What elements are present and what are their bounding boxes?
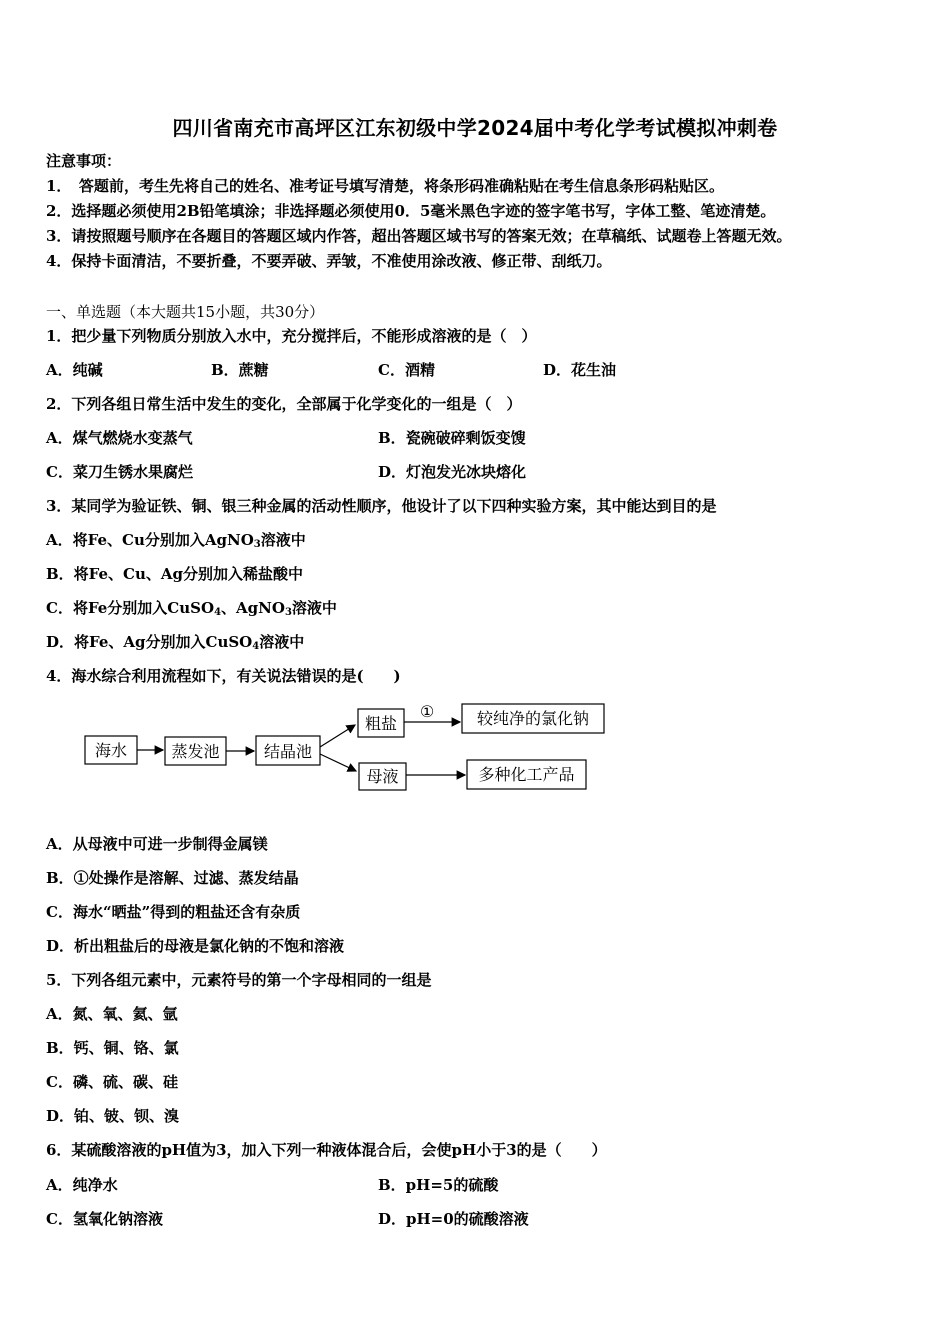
notice-item: 2．选择题必须使用2B铅笔填涂；非选择题必须使用0．5毫米黑色字迹的签字笔书写，字体工整、笔迹清楚。 (46, 202, 776, 220)
q6-option-b: B．pH=5的硫酸 (378, 1176, 499, 1194)
subscript: 4 (252, 641, 260, 652)
q3-option-c-text: C．将Fe分别加入CuSO (46, 599, 215, 617)
q5-option-d: D．铂、铍、钡、溴 (46, 1107, 180, 1125)
notice-item: 3．请按照题号顺序在各题目的答题区域内作答，超出答题区域书写的答案无效；在草稿纸、试题卷上答题无效。 (46, 227, 792, 245)
arrow (320, 754, 356, 771)
question-1-stem: 1．把少量下列物质分别放入水中，充分搅拌后，不能形成溶液的是（ ） (46, 327, 537, 345)
notice-heading: 注意事项： (46, 152, 122, 170)
subscript: 4 (214, 607, 222, 618)
q1-option-b: B．蔗糖 (211, 361, 269, 379)
q2-option-d: D．灯泡发光冰块熔化 (378, 463, 527, 481)
q3-option-d-text: D．将Fe、Ag分别加入CuSO (46, 633, 253, 651)
flow-label-crude-salt: 粗盐 (364, 714, 398, 733)
q2-option-c: C．菜刀生锈水果腐烂 (46, 463, 193, 481)
q2-option-b: B．瓷碗破碎剩饭变馊 (378, 429, 526, 447)
subscript: 3 (284, 607, 292, 618)
q3-option-a-tail: 溶液中 (260, 531, 306, 549)
notice-item: 1． 答题前，考生先将自己的姓名、准考证号填写清楚，将条形码准确粘贴在考生信息条形码粘贴区。 (46, 177, 724, 195)
q3-option-c-tail: 溶液中 (291, 599, 337, 617)
question-4-stem: 4．海水综合利用流程如下，有关说法错误的是( ) (46, 667, 401, 685)
q3-option-d-tail: 溶液中 (259, 633, 305, 651)
q4-option-b: B．①处操作是溶解、过滤、蒸发结晶 (46, 869, 299, 887)
q4-option-d: D．析出粗盐后的母液是氯化钠的不饱和溶液 (46, 937, 345, 955)
flow-label-chemical-products: 多种化工产品 (478, 765, 575, 784)
q4-option-c: C．海水“晒盐”得到的粗盐还含有杂质 (46, 903, 301, 921)
arrow (320, 725, 355, 747)
q1-option-d: D．花生油 (543, 361, 617, 379)
section-heading: 一、单选题（本大题共15小题，共30分） (46, 303, 325, 321)
q4-option-a: A．从母液中可进一步制得金属镁 (46, 835, 268, 853)
flow-label-evaporation-pond: 蒸发池 (171, 742, 220, 761)
flow-step-marker: ① (419, 702, 435, 721)
q3-option-a-text: A．将Fe、Cu分别加入AgNO (46, 531, 254, 549)
flow-label-pure-nacl: 较纯净的氯化钠 (476, 709, 590, 728)
q5-option-c: C．磷、硫、碳、硅 (46, 1073, 178, 1091)
q3-option-b: B．将Fe、Cu、Ag分别加入稀盐酸中 (46, 565, 304, 583)
flow-label-mother-liquor: 母液 (366, 767, 399, 786)
exam-title: 四川省南充市高坪区江东初级中学2024届中考化学考试模拟冲刺卷 (172, 116, 778, 140)
q1-option-a: A．纯碱 (46, 361, 103, 379)
q6-option-d: D．pH=0的硫酸溶液 (378, 1210, 529, 1228)
question-2-stem: 2．下列各组日常生活中发生的变化，全部属于化学变化的一组是（ ） (46, 395, 522, 413)
q5-option-b: B．钙、铜、铬、氯 (46, 1039, 179, 1057)
notice-item: 4．保持卡面清洁，不要折叠，不要弄破、弄皱，不准使用涂改液、修正带、刮纸刀。 (46, 252, 612, 270)
q6-option-c: C．氢氧化钠溶液 (46, 1210, 163, 1228)
q3-option-c-mid: 、AgNO (221, 599, 285, 617)
question-3-stem: 3．某同学为验证铁、铜、银三种金属的活动性顺序，他设计了以下四种实验方案，其中能达到目的是 (46, 497, 717, 515)
flow-label-seawater: 海水 (94, 741, 128, 760)
subscript: 3 (253, 539, 261, 550)
q6-option-a: A．纯净水 (46, 1176, 118, 1194)
q2-option-a: A．煤气燃烧水变蒸气 (46, 429, 193, 447)
q5-option-a: A．氮、氧、氦、氩 (46, 1005, 178, 1023)
flow-label-crystallization-pond: 结晶池 (263, 742, 313, 761)
question-5-stem: 5．下列各组元素中，元素符号的第一个字母相同的一组是 (46, 971, 432, 989)
question-6-stem: 6．某硫酸溶液的pH值为3，加入下列一种液体混合后，会使pH小于3的是（ ） (46, 1141, 607, 1159)
q1-option-c: C．酒精 (378, 361, 435, 379)
